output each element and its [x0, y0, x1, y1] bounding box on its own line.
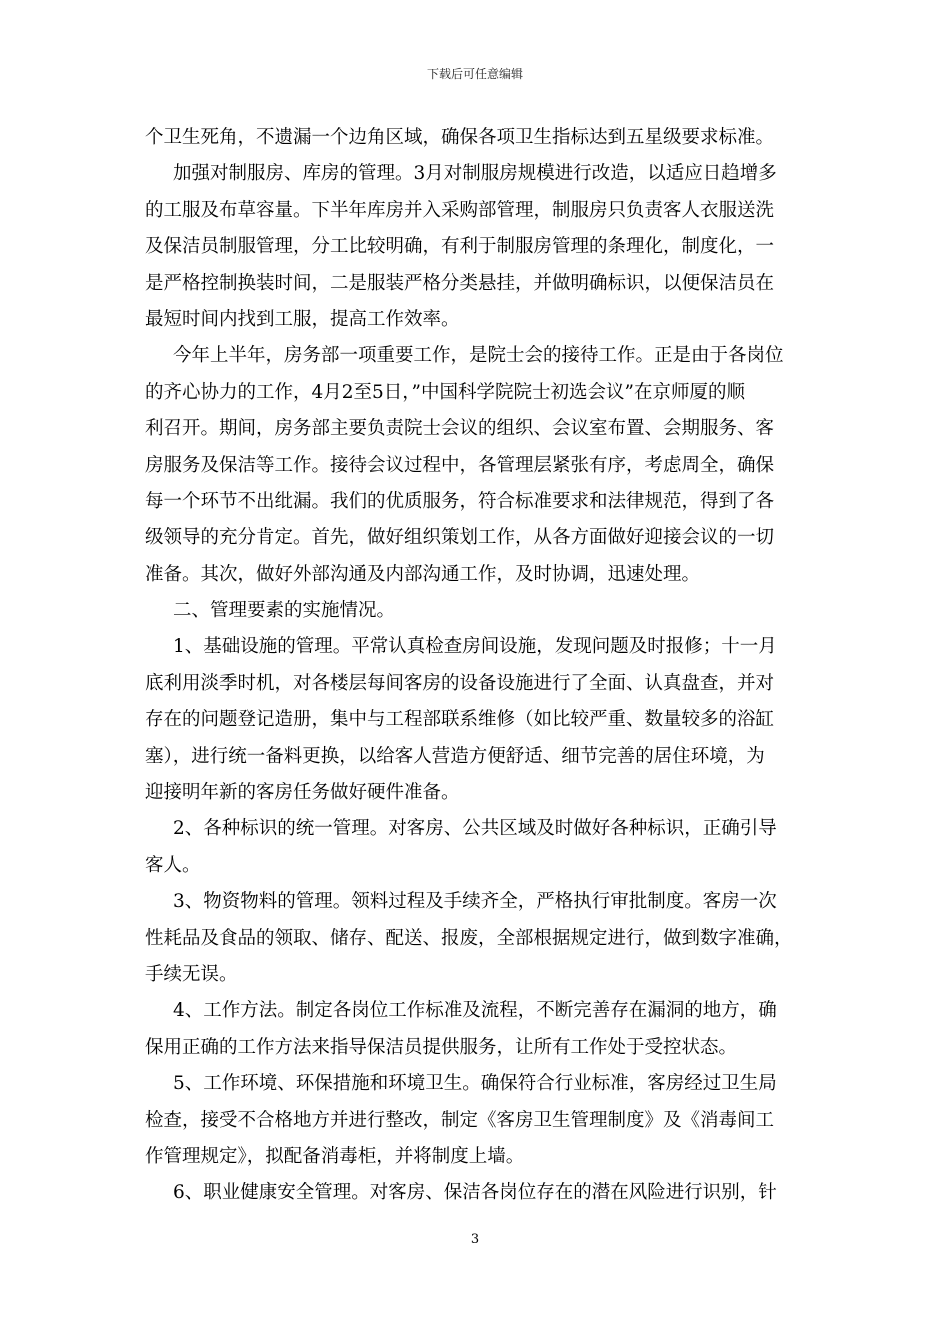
text-line: 保用正确的工作方法来指导保洁员提供服务，让所有工作处于受控状态。 [145, 1036, 738, 1058]
text-line: 级领导的充分肯定。首先，做好组织策划工作，从各方面做好迎接会议的一切 [145, 527, 775, 549]
text-line: 底利用淡季时机，对各楼层每间客房的设备设施进行了全面、认真盘查，并对 [145, 672, 775, 694]
text-line: 3、物资物料的管理。领料过程及手续齐全，严格执行审批制度。客房一次 [173, 891, 777, 913]
text-line: 性耗品及食品的领取、储存、配送、报废，全部根据规定进行，做到数字准确， [145, 927, 793, 949]
text-line: 准备。其次，做好外部沟通及内部沟通工作，及时协调，迅速处理。 [145, 563, 701, 585]
page-header: 下载后可任意编辑 [426, 67, 523, 81]
text-line: 5、工作环境、环保措施和环境卫生。确保符合行业标准，客房经过卫生局 [173, 1073, 777, 1095]
text-line: 手续无误。 [145, 963, 238, 985]
text-line: 客人。 [145, 854, 201, 876]
text-line: 塞），进行统一备料更换，以给客人营造方便舒适、细节完善的居住环境，为 [145, 745, 765, 767]
text-line: 作管理规定》，拟配备消毒柜，并将制度上墙。 [145, 1145, 525, 1167]
document-body [145, 120, 807, 1212]
text-line: 房服务及保洁等工作。接待会议过程中，各管理层紧张有序，考虑周全，确保 [145, 454, 775, 476]
text-line: 1、基础设施的管理。平常认真检查房间设施，发现问题及时报修；十一月 [173, 636, 777, 658]
text-line: 迎接明年新的客房任务做好硬件准备。 [145, 782, 460, 804]
text-line: 每一个环节不出纰漏。我们的优质服务，符合标准要求和法律规范，得到了各 [145, 490, 775, 512]
text-line: 6、职业健康安全管理。对客房、保洁各岗位存在的潜在风险进行识别，针 [173, 1182, 777, 1204]
text-line: 及保洁员制服管理，分工比较明确，有利于制服房管理的条理化，制度化，一 [145, 236, 775, 258]
text-line: 个卫生死角，不遗漏一个边角区域，确保各项卫生指标达到五星级要求标准。 [145, 127, 775, 148]
text-line: 检查，接受不合格地方并进行整改，制定《客房卫生管理制度》及《消毒间工 [145, 1109, 775, 1131]
page-number: 3 [470, 1232, 480, 1247]
text-line: 存在的问题登记造册，集中与工程部联系维修（如比较严重、数量较多的浴缸 [145, 709, 775, 731]
text-line: 二、管理要素的实施情况。 [173, 600, 396, 622]
text-line: 的工服及布草容量。下半年库房并入采购部管理，制服房只负责客人衣服送洗 [145, 199, 775, 221]
text-line: 最短时间内找到工服，提高工作效率。 [145, 308, 460, 330]
text-line: 2、各种标识的统一管理。对客房、公共区域及时做好各种标识，正确引导 [173, 818, 777, 840]
text-line: 加强对制服房、库房的管理。3月对制服房规模进行改造，以适应日趋增多 [173, 163, 777, 185]
text-line: 的齐心协力的工作，4月2至5日，”中国科学院院士初选会议”在京师厦的顺 [145, 381, 745, 403]
text-line: 是严格控制换装时间，二是服装严格分类悬挂，并做明确标识，以便保洁员在 [145, 272, 775, 294]
text-line: 4、工作方法。制定各岗位工作标准及流程，不断完善存在漏洞的地方，确 [173, 1000, 777, 1022]
text-line: 今年上半年，房务部一项重要工作，是院士会的接待工作。正是由于各岗位 [173, 345, 784, 367]
text-line: 利召开。期间，房务部主要负责院士会议的组织、会议室布置、会期服务、客 [145, 418, 775, 440]
